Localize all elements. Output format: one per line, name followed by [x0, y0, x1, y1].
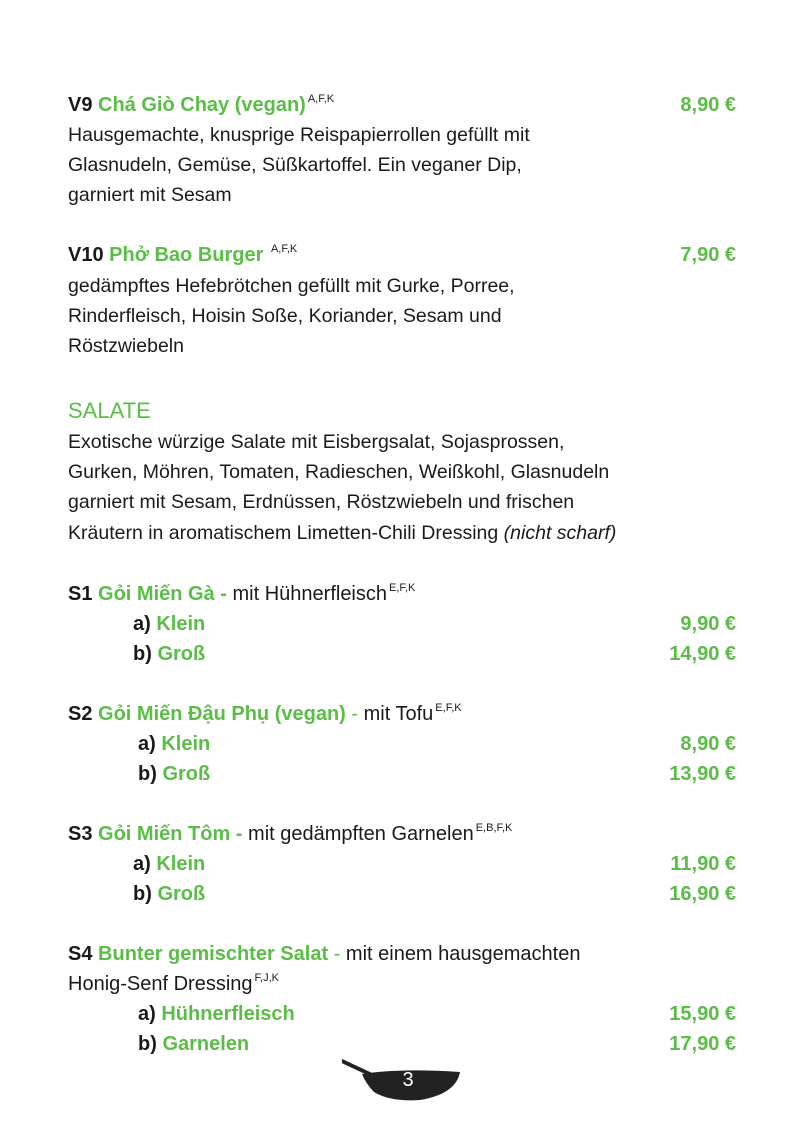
item-option [68, 641, 736, 667]
option-letter: b) [138, 1033, 157, 1055]
item-code: S4 [68, 943, 93, 965]
option-letter: a) [133, 613, 151, 635]
section-title: SALATE [68, 398, 151, 423]
item-code: S2 [68, 703, 93, 725]
option-letter: a) [138, 1003, 156, 1025]
section-description-line: garniert mit Sesam, Erdnüssen, Röstzwiebeln und frischen [68, 491, 575, 513]
item-name: Bunter gemischter Salat [98, 943, 329, 965]
item-name: Phở Bao Burger [109, 244, 264, 266]
option-text [138, 1001, 295, 1027]
item-name: Gỏi Miến Tôm - [98, 823, 243, 845]
option-price: 15,90 € [669, 1003, 736, 1025]
item-extra: mit gedämpften Garnelen [248, 823, 474, 845]
item-price: 7,90 € [680, 244, 736, 266]
option-letter: a) [133, 853, 151, 875]
menu-item-header [68, 821, 736, 847]
option-letter: b) [138, 763, 157, 785]
item-dash: - [333, 943, 341, 965]
item-extra-line2: Honig-Senf Dressing [68, 973, 253, 995]
allergen-codes: E,F,K [435, 702, 462, 714]
menu-item-header-continued [68, 971, 736, 997]
menu-item-header [68, 242, 736, 268]
menu-item-header [68, 92, 736, 118]
section-description-line [68, 520, 736, 546]
section-description-text: Kräutern in aromatischem Limetten-Chili Dressing [68, 522, 499, 544]
item-name: Gỏi Miến Đậu Phụ (vegan) [98, 703, 346, 725]
option-letter: a) [138, 733, 156, 755]
item-description-line: Rinderfleisch, Hoisin Soße, Koriander, Sesam und [68, 305, 502, 327]
menu-item-header [68, 701, 736, 727]
option-text [133, 611, 205, 637]
option-label: Klein [156, 853, 206, 875]
item-code: S3 [68, 823, 93, 845]
option-price: 9,90 € [680, 613, 736, 635]
option-label: Groß [162, 763, 211, 785]
item-name: Chá Giò Chay (vegan) [98, 94, 306, 116]
option-label: Groß [157, 643, 206, 665]
item-description-line: gedämpftes Hefebrötchen gefüllt mit Gurke, Porree, [68, 275, 515, 297]
allergen-codes: F,J,K [254, 972, 279, 984]
item-option [68, 851, 736, 877]
allergen-codes: E,B,F,K [475, 822, 513, 834]
option-text [138, 761, 210, 787]
option-text [138, 731, 210, 757]
option-price: 14,90 € [669, 643, 736, 665]
item-option [68, 1031, 736, 1057]
option-text [133, 851, 205, 877]
option-label: Groß [157, 883, 206, 905]
item-dash: - [351, 703, 359, 725]
item-description-line: Röstzwiebeln [68, 335, 184, 357]
menu-item-header [68, 941, 736, 967]
allergen-codes: E,F,K [389, 582, 416, 594]
item-description-line: Hausgemachte, knusprige Reispapierrollen gefüllt mit [68, 124, 530, 146]
option-text [133, 641, 205, 667]
spice-note: (nicht scharf) [503, 522, 617, 544]
item-code: V9 [68, 94, 93, 116]
option-label: Garnelen [162, 1033, 250, 1055]
item-price: 8,90 € [680, 94, 736, 116]
allergen-codes: A,F,K [270, 243, 298, 255]
item-option [68, 1001, 736, 1027]
option-price: 17,90 € [669, 1033, 736, 1055]
option-price: 11,90 € [670, 853, 736, 875]
option-price: 16,90 € [669, 883, 736, 905]
item-option [68, 881, 736, 907]
item-description-line: garniert mit Sesam [68, 184, 232, 206]
item-extra: mit Tofu [363, 703, 434, 725]
item-option [68, 611, 736, 637]
item-name: Gỏi Miến Gà - [98, 583, 227, 605]
option-letter: b) [133, 883, 152, 905]
option-text [138, 1031, 249, 1057]
item-option [68, 731, 736, 757]
option-label: Klein [156, 613, 206, 635]
option-label: Hühnerfleisch [161, 1003, 295, 1025]
item-code: S1 [68, 583, 93, 605]
option-letter: b) [133, 643, 152, 665]
item-option [68, 761, 736, 787]
page-number: 3 [402, 1069, 414, 1091]
item-extra: mit einem hausgemachten [345, 943, 581, 965]
option-price: 13,90 € [669, 763, 736, 785]
menu-item-header [68, 581, 736, 607]
option-label: Klein [161, 733, 211, 755]
option-price: 8,90 € [680, 733, 736, 755]
section-description-line: Gurken, Möhren, Tomaten, Radieschen, Weißkohl, Glasnudeln [68, 461, 610, 483]
section-description-line: Exotische würzige Salate mit Eisbergsalat, Sojasprossen, [68, 431, 565, 453]
option-text [133, 881, 205, 907]
allergen-codes: A,F,K [307, 93, 335, 105]
item-description-line: Glasnudeln, Gemüse, Süßkartoffel. Ein veganer Dip, [68, 154, 522, 176]
menu-page [68, 0, 736, 1123]
item-extra: mit Hühnerfleisch [232, 583, 388, 605]
item-code: V10 [68, 244, 104, 266]
